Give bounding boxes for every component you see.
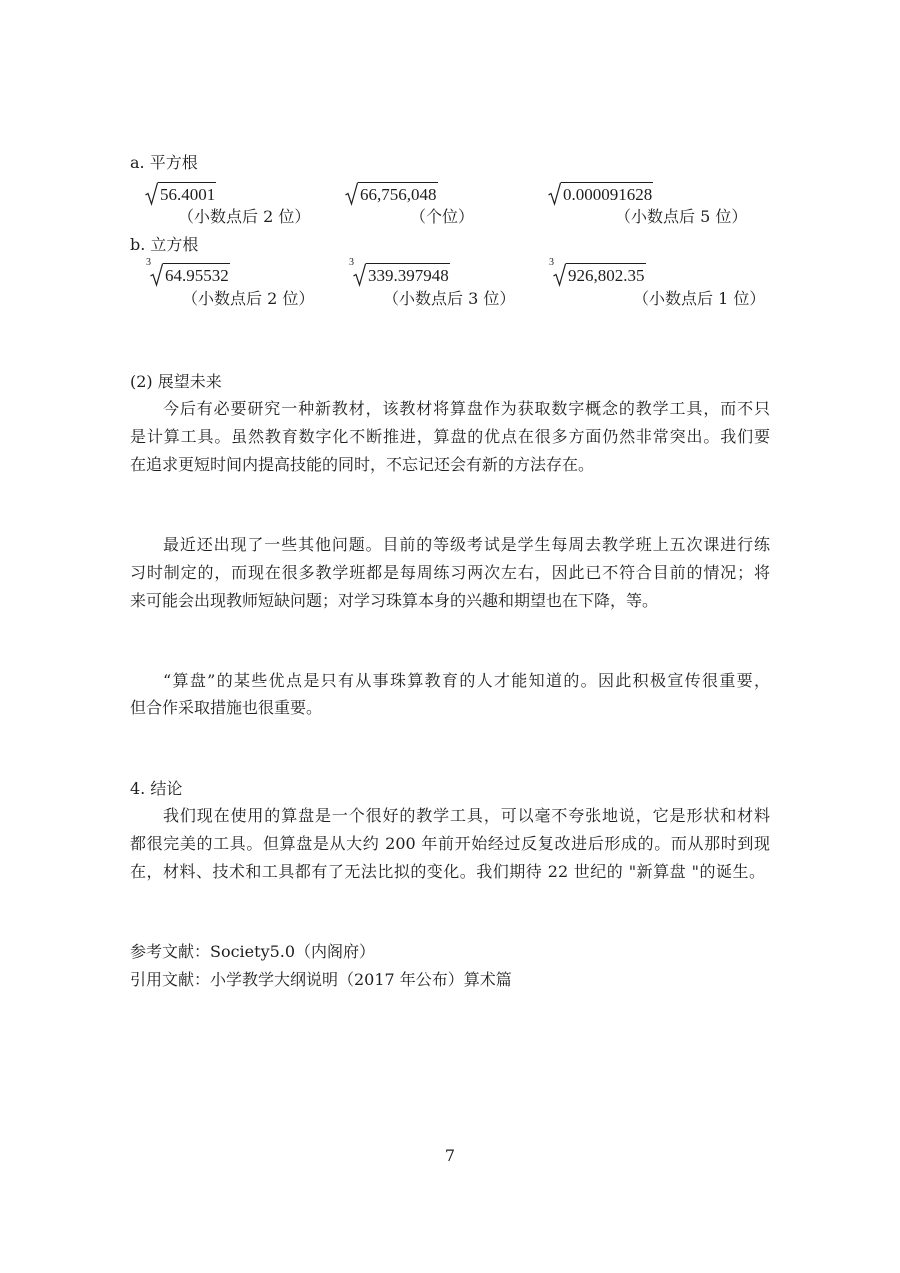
paragraph-line: 最近还出现了一些其他问题。目前的等级考试是学生每周去教学班上五次课进行练 bbox=[163, 535, 770, 554]
radicand: 339.397948 bbox=[366, 263, 450, 285]
radicand: 56.4001 bbox=[158, 182, 216, 204]
reference-entry: 参考文献：Society5.0（内阁府） bbox=[130, 942, 376, 961]
paragraph-line: 今后有必要研究一种新教材，该教材将算盘作为获取数字概念的教学工具，而不只 bbox=[163, 399, 770, 418]
root-index: 3 bbox=[146, 257, 151, 268]
root-index: 3 bbox=[549, 257, 554, 268]
section-heading: 4. 结论 bbox=[130, 779, 183, 798]
radical-icon bbox=[353, 262, 366, 288]
paragraph-line: 但合作采取措施也很重要。 bbox=[130, 698, 323, 717]
precision-note: （个位） bbox=[410, 207, 475, 226]
section-heading: (2) 展望未来 bbox=[130, 372, 222, 391]
paragraph-line: 来可能会出现教师短缺问题；对学习珠算本身的兴趣和期望也在下降，等。 bbox=[130, 591, 659, 610]
radical-icon bbox=[345, 181, 358, 207]
cube-root-expression bbox=[146, 257, 230, 288]
paragraph-line: 是计算工具。虽然教育数字化不断推进，算盘的优点在很多方面仍然非常突出。我们要 bbox=[130, 427, 770, 446]
paragraph-line: 都很完美的工具。但算盘是从大约 200 年前开始经过反复改进后形成的。而从那时到现 bbox=[130, 834, 770, 853]
radicand: 66,756,048 bbox=[358, 182, 438, 204]
square-root-expression bbox=[145, 181, 216, 207]
paragraph-line: 在，材料、技术和工具都有了无法比拟的变化。我们期待 22 世纪的 "新算盘 "的诞生。 bbox=[130, 862, 765, 881]
radical-icon bbox=[548, 181, 561, 207]
root-index: 3 bbox=[349, 257, 354, 268]
cube-root-expression bbox=[549, 257, 646, 288]
radicand: 0.000091628 bbox=[561, 182, 653, 204]
radical-icon bbox=[150, 262, 163, 288]
paragraph-line: 我们现在使用的算盘是一个很好的教学工具，可以毫不夸张地说，它是形状和材料 bbox=[163, 806, 770, 825]
radical-icon bbox=[553, 262, 566, 288]
precision-note: （小数点后 2 位） bbox=[182, 289, 315, 308]
square-root-expression bbox=[548, 181, 653, 207]
radicand: 64.95532 bbox=[163, 263, 230, 285]
radicand: 926,802.35 bbox=[566, 263, 646, 285]
cube-root-heading: b. 立方根 bbox=[130, 235, 199, 254]
cube-root-expression bbox=[349, 257, 450, 288]
paragraph-line: 在追求更短时间内提高技能的同时，不忘记还会有新的方法存在。 bbox=[130, 455, 595, 474]
radical-icon bbox=[145, 181, 158, 207]
paragraph-line: 习时制定的，而现在很多教学班都是每周练习两次左右，因此已不符合目前的情况；将 bbox=[130, 563, 770, 582]
citation-entry: 引用文献：小学教学大纲说明（2017 年公布）算术篇 bbox=[130, 970, 512, 989]
page-number: 7 bbox=[444, 1146, 456, 1165]
precision-note: （小数点后 5 位） bbox=[615, 207, 748, 226]
square-root-expression bbox=[345, 181, 438, 207]
precision-note: （小数点后 2 位） bbox=[178, 207, 311, 226]
precision-note: （小数点后 3 位） bbox=[383, 289, 516, 308]
square-root-heading: a. 平方根 bbox=[130, 153, 198, 172]
paragraph-line: “算盘”的某些优点是只有从事珠算教育的人才能知道的。因此积极宣传很重要， bbox=[163, 671, 770, 690]
precision-note: （小数点后 1 位） bbox=[633, 289, 766, 308]
